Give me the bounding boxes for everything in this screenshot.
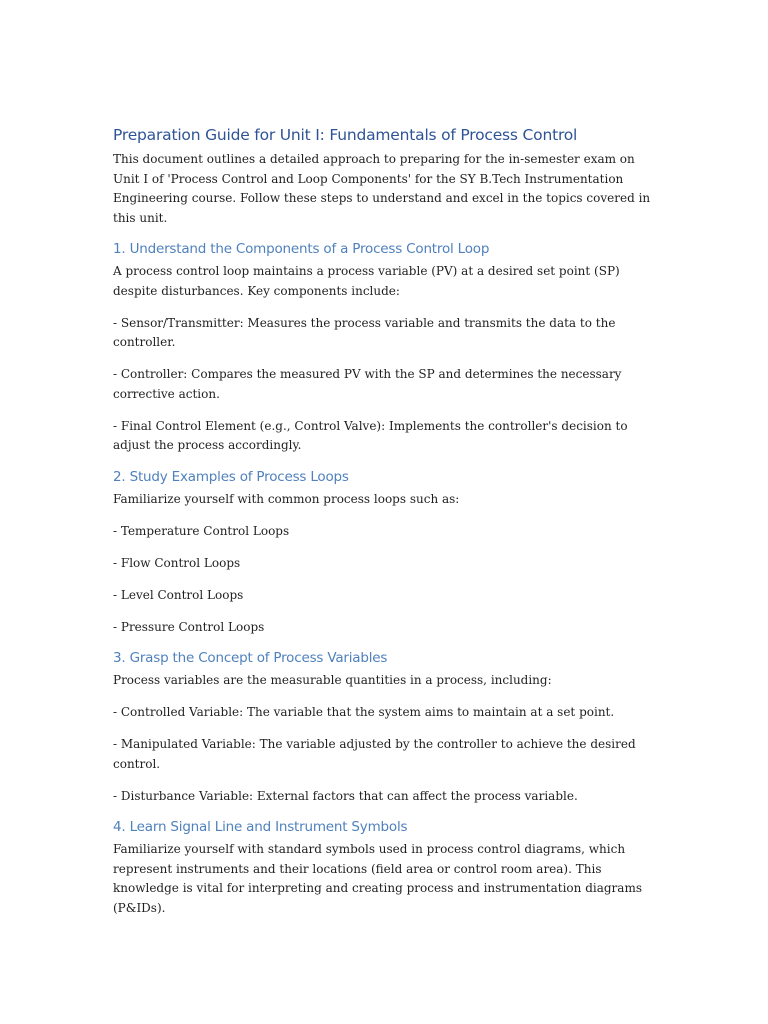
list-item: - Flow Control Loops [113,555,241,570]
section-heading: 1. Understand the Components of a Process Control Loop [113,241,490,257]
list-item: - Disturbance Variable: External factors that can affect the process variable. [113,788,578,803]
section-heading: 4. Learn Signal Line and Instrument Symbols [113,819,408,835]
section-paragraph: Process variables are the measurable quantities in a process, including: [113,673,552,687]
document-title: Preparation Guide for Unit I: Fundamentals of Process Control [113,126,578,144]
section-paragraph: Familiarize yourself with standard symbols used in process control diagrams, which represent instruments and their locations (field area or control room area). This knowledge is vital for interpreting and creating process and instrumentation diagrams (P&IDs). [113,842,642,915]
section-paragraph: - Sensor/Transmitter: Measures the process variable and transmits the data to the controller. [113,315,616,349]
section-paragraph: - Controller: Compares the measured PV with the SP and determines the necessary corrective action. [113,367,622,401]
intro-paragraph: This document outlines a detailed approach to preparing for the in-semester exam on Unit I of 'Process Control and Loop Components' for the SY B.Tech Instrumentation Engineering course. Follow these steps to understand and excel in the topics covered in this unit. [113,152,651,225]
list-item: - Manipulated Variable: The variable adjusted by the controller to achieve the desired control. [113,737,636,771]
section-paragraph: Familiarize yourself with common process loops such as: [113,491,460,506]
section-heading: 2. Study Examples of Process Loops [113,468,349,485]
document-body [113,124,658,918]
list-item: - Controlled Variable: The variable that the system aims to maintain at a set point. [113,705,615,719]
list-item: - Pressure Control Loops [113,619,265,634]
section-paragraph: A process control loop maintains a process variable (PV) at a desired set point (SP) despite disturbances. Key components include: [113,264,620,298]
section-paragraph: - Final Control Element (e.g., Control Valve): Implements the controller's decision to adjust the process accordingly. [113,418,628,452]
list-item: - Temperature Control Loops [113,523,290,538]
section-heading: 3. Grasp the Concept of Process Variables [113,650,388,666]
list-item: - Level Control Loops [113,587,244,602]
